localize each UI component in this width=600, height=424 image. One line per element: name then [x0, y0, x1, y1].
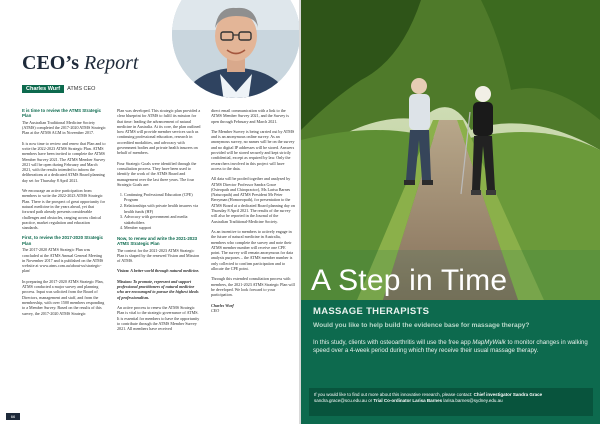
- strategic-goals-list: [117, 192, 201, 231]
- paragraph: It is now time to review and renew that Plan and to write the 2022-2023 ATMS Strategic Plan. ATMS members have been invited to complete the ATMS Member Survey 2021. The ATMS Member Survey 2021 will be open during February and March 2021, with the results intended to inform the deliberations at a dedicated ATMS Board planning day set for Thursday 8 April 2021.: [22, 140, 106, 183]
- paragraph: [117, 279, 201, 300]
- paragraph-lead: Mission:: [117, 278, 133, 284]
- paragraph: Plan was developed. This strategic plan provided a clear blueprint for ATMS to fulfil its mission for that time: leading the advancement of natural medicine in Australia. At its core, the plan outlined how ATMS will provide member services such as continuing professional education, research in accredited modalities, and advocacy with government bodies and private health insurers on behalf of members.: [117, 108, 201, 156]
- paragraph-lead: Vision:: [117, 268, 130, 274]
- audience-label: MASSAGE THERAPISTS: [313, 306, 430, 317]
- signature-role: CEO: [211, 307, 220, 313]
- list-item: 3. Advocacy with government and media stakeholders: [124, 214, 201, 225]
- title-strong: CEO’s: [22, 52, 80, 74]
- article-column-2: [117, 108, 201, 336]
- list-item: 4. Member support: [124, 225, 201, 230]
- paragraph: [117, 268, 201, 273]
- paragraph: Four Strategic Goals were identified through the consultation process. They have been used to identify the work of the ATMS Board and management over the last three years. The four Strategic Goals are:: [117, 160, 197, 187]
- author-role: ATMS CEO: [67, 85, 96, 92]
- study-text-start: In this study, clients with osteoarthritis will use the free app: [313, 339, 473, 346]
- author-name: Charles Wurf: [22, 85, 64, 93]
- page-title: [22, 52, 138, 75]
- study-advert-page: [301, 0, 600, 424]
- paragraph-text: To promote, represent and support professional practitioners of natural medicine who are encouraged to pursue the highest ideals of professionalism.: [117, 278, 199, 300]
- contact-box: [309, 388, 593, 416]
- ceo-report-page: [0, 0, 299, 424]
- contact-lead: If you would like to find out more about this innovative research, please contact:: [314, 392, 474, 397]
- section-heading: Now, to renew and write the 2021-2023 ATMS Strategic Plan: [117, 235, 198, 247]
- paragraph: Through this extended consultation process with members, the 2021-2023 ATMS Strategic Plan will be developed. We look forward to your participation.: [211, 276, 295, 298]
- paragraph: As an incentive to members to actively engage in the future of natural medicine in Australia, members who complete the survey and note their ATMS member number will receive one CPE point. The survey will remain anonymous for data analysis purposes – the ATMS member number is only collected to confirm participation and to allocate the CPE point.: [211, 228, 294, 272]
- list-item: 1. Continuing Professional Education (CPE) Program: [124, 192, 201, 203]
- list-item: 2. Relationships with private health insurers via health funds (HF): [124, 203, 201, 214]
- trial-coordinator-email[interactable]: larisa.barnes@sydney.edu.au: [442, 398, 503, 404]
- paragraph: An active process to renew the ATMS Strategic Plan is vital to the strategic governance of ATMS. It is essential for members to have the opportunity to contribute through the ATMS Member Survey 2021. All members have received: [117, 304, 200, 332]
- paragraph: The Australian Traditional Medicine Society (ATMS) completed the 2017-2020 ATMS Strategic Plan at the ATMS AGM in November 2017.: [22, 119, 106, 136]
- study-text-end: to monitor changes in walking speed over a 4-week period during which they receive their usual massage therapy.: [313, 339, 588, 354]
- app-name: MapMyWalk: [472, 339, 506, 346]
- study-description: [313, 339, 593, 355]
- signature-name: Charles Wurf: [211, 302, 234, 308]
- ceo-portrait-photo: [172, 0, 300, 98]
- advert-headline: A Step in Time: [311, 264, 508, 297]
- paragraph-text: A better world through natural medicine.: [129, 268, 200, 274]
- paragraph: We encourage an active participation from members to write the 2022-2023 ATMS Strategic Plan. There is the prospect of great opportunity for natural medicine in the years ahead, yet that forward path already presents considerable challenges and obstacles, ranging across clinical practice, market regulation and education standards.: [22, 188, 106, 231]
- paragraph: The context for the 2021-2023 ATMS Strategic Plan is shaped by the renewed Vision and Mission of ATMS.: [117, 247, 200, 264]
- author-byline: [22, 84, 95, 93]
- chief-investigator-email[interactable]: sandra.grace@scu.edu.au or: [314, 398, 374, 404]
- paragraph: All data will be pooled together and analysed by ATMS Director Professor Sandra Grace (Osteopath and Chiropractor), Ms Larisa Barnes (Naturopath) and ATMS President Mr Peter Berryman (Homoeopath), for presentation to the ATMS Board at a dedicated Board planning day on Thursday 8 April 2021. The results of the survey will also be reported in the Journal of the Australian Traditional-Medicine Society.: [211, 176, 295, 224]
- chief-investigator: Chief investigator Sandra Grace: [473, 392, 543, 397]
- paragraph: The Member Survey is being carried out by ATMS and is an anonymous online survey. As an anonymous survey, no names will be on the survey and no digital IP addresses will be stored. Answers provided will be stored securely and kept strictly confidential, except as required by law. Only the researchers involved in this project will have access to the data.: [211, 128, 295, 171]
- page-number: 66: [6, 413, 20, 420]
- section-heading: It is time to review the ATMS Strategic Plan: [22, 108, 102, 119]
- article-column-3: [211, 108, 295, 318]
- advert-question: Would you like to help build the evidence base for massage therapy?: [313, 322, 530, 329]
- trial-coordinator: Trial Co-ordinator Larisa Barnes: [373, 398, 443, 404]
- title-emphasis: Report: [84, 52, 139, 74]
- section-heading: First, to review the 2017-2020 Strategic Plan: [22, 235, 104, 246]
- article-column-1: [22, 108, 106, 321]
- paragraph: In preparing the 2017-2020 ATMS Strategic Plan, ATMS conducted a major survey and planning process. Input was solicited from the Board of Directors, management and staff, and from the membership, with over 1500 members responding to a Member Survey. Based on the results of this survey, the 2017-2020 ATMS Strategic: [22, 278, 105, 316]
- paragraph: direct email communication with a link to the ATMS Member Survey 2021, and the Survey is open through February and March 2021.: [211, 108, 290, 124]
- paragraph: The 2017-2020 ATMS Strategic Plan was concluded at the ATMS Annual General Meeting in November 2017 and is published on the ATMS website at www.atms.com.au/about-us/strategic-plan/: [22, 247, 104, 274]
